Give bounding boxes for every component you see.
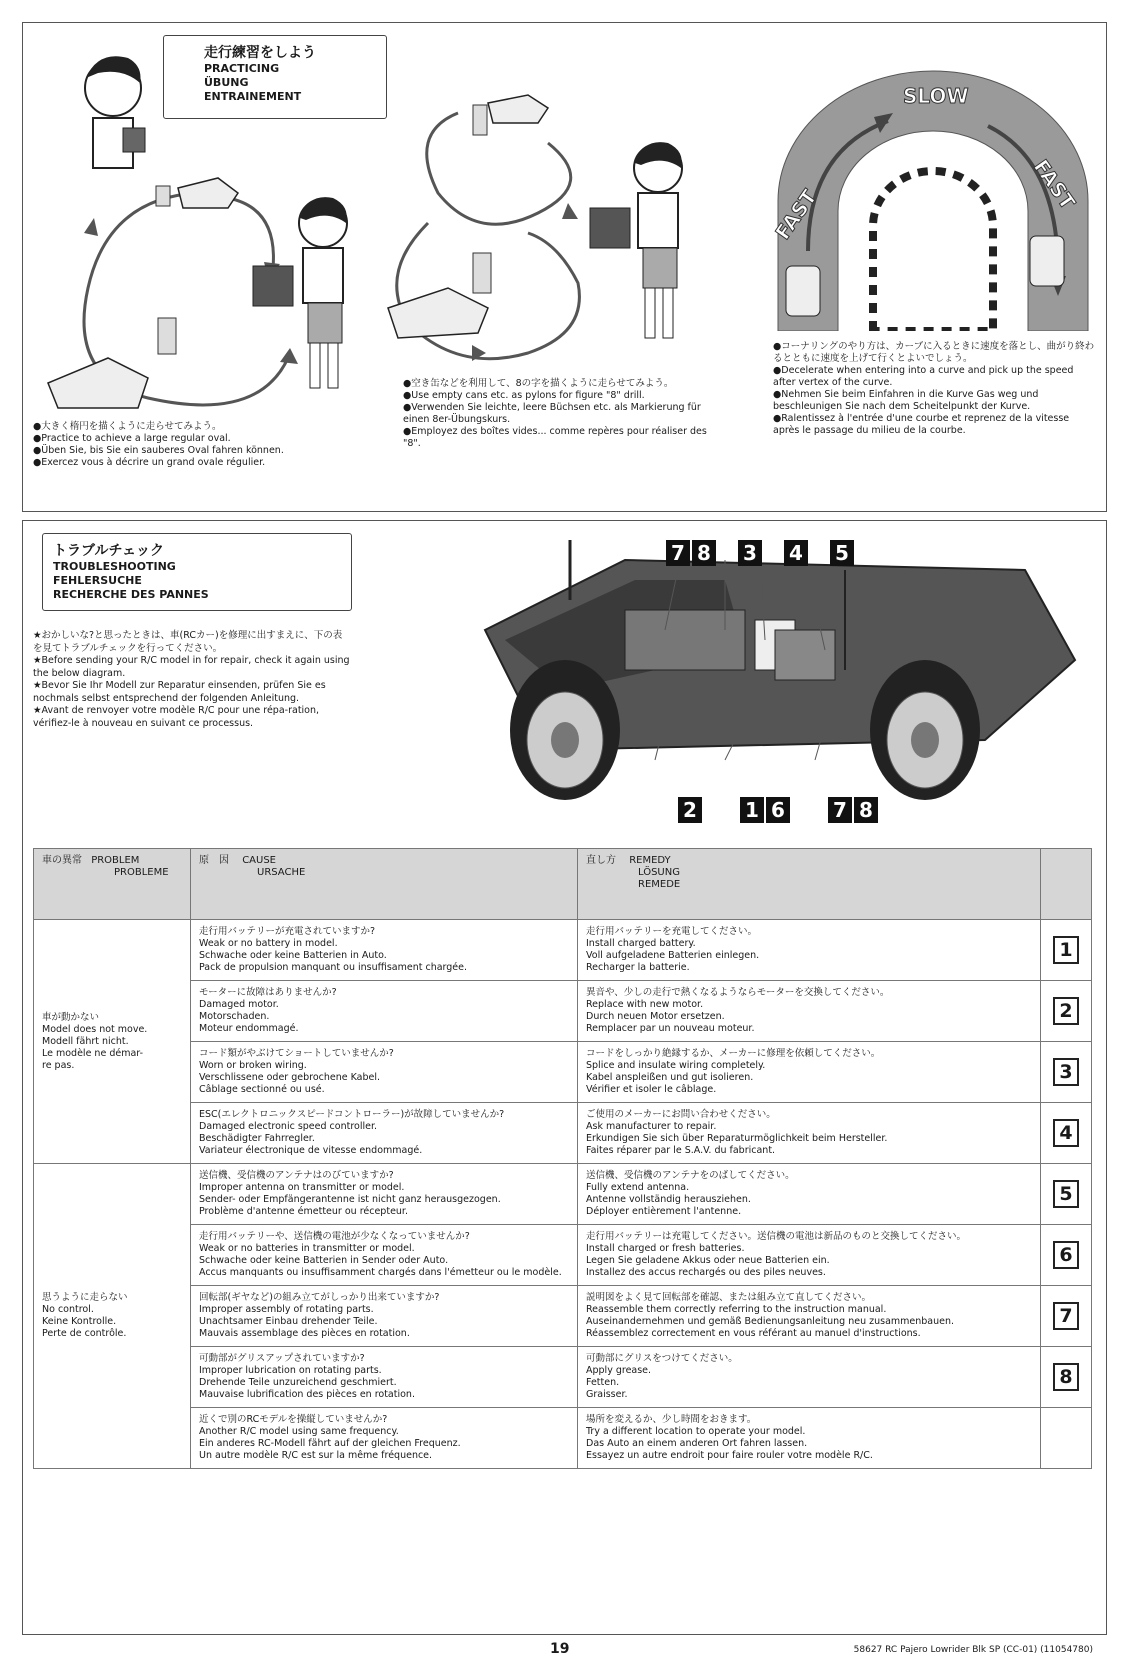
- problem-cell: [34, 1164, 191, 1469]
- number-header: [1041, 849, 1092, 920]
- remedy-line: 可動部にグリスをつけてください。: [586, 1353, 738, 1364]
- problem-header: [34, 849, 191, 920]
- step-number-badge: 3: [1053, 1058, 1079, 1086]
- remedy-line: Déployer entièrement l'antenne.: [586, 1206, 742, 1217]
- cause-cell: [191, 1225, 578, 1286]
- remedy-line: Apply grease.: [586, 1365, 652, 1376]
- problem-line: re pas.: [42, 1059, 75, 1071]
- remedy-line: Replace with new motor.: [586, 999, 704, 1010]
- cause-header-jp: 原 因: [199, 855, 229, 866]
- cause-cell: [191, 981, 578, 1042]
- cause-line: Damaged motor.: [199, 999, 279, 1010]
- number-cell: [1041, 1225, 1092, 1286]
- cause-line: Sender- oder Empfängerantenne ist nicht ganz herausgezogen.: [199, 1194, 501, 1205]
- callout-2: 2: [678, 797, 702, 823]
- remedy-line: Try a different location to operate your model.: [586, 1426, 806, 1437]
- figure8-caption-fr: ●Employez des boîtes vides... comme repères pour réaliser des "8".: [403, 426, 707, 449]
- step-number-badge: 1: [1053, 936, 1079, 964]
- cause-line: Weak or no batteries in transmitter or model.: [199, 1243, 415, 1254]
- number-cell: [1041, 1103, 1092, 1164]
- cause-line: 走行用バッテリーや、送信機の電池が少なくなっていませんか?: [199, 1231, 470, 1242]
- practicing-panel: [22, 22, 1107, 512]
- table-row: [34, 981, 1092, 1042]
- step-number-badge: 5: [1053, 1180, 1079, 1208]
- cause-header: [191, 849, 578, 920]
- remedy-header-de: LÖSUNG: [638, 867, 680, 878]
- problem-line: Model does not move.: [42, 1023, 148, 1035]
- cause-line: Pack de propulsion manquant ou insuffisament chargée.: [199, 962, 468, 973]
- practicing-title-jp: 走行練習をしよう: [204, 45, 316, 61]
- model-info: 58627 RC Pajero Lowrider Blk SP (CC-01) (11054780): [853, 1645, 1093, 1655]
- remedy-cell: [578, 1103, 1041, 1164]
- remedy-cell: [578, 1347, 1041, 1408]
- cause-line: Mauvais assemblage des pièces en rotation.: [199, 1328, 410, 1339]
- remedy-line: Auseinandernehmen und gemäß Bedienungsanleitung neu zusammenbauen.: [586, 1316, 955, 1327]
- practicing-title-fr: ENTRAINEMENT: [204, 90, 302, 103]
- figure8-caption-de: ●Verwenden Sie leichte, leere Büchsen etc. als Markierung für einen 8er-Übungskurs.: [403, 402, 701, 425]
- remedy-line: Fetten.: [586, 1377, 620, 1388]
- callout-6: 6: [766, 797, 790, 823]
- remedy-cell: [578, 1408, 1041, 1469]
- step-number-badge: 7: [1053, 1302, 1079, 1330]
- figure8-drill-illustration: [368, 83, 718, 383]
- remedy-cell: [578, 1286, 1041, 1347]
- problem-line: Keine Kontrolle.: [42, 1316, 117, 1327]
- problem-line: Perte de contrôle.: [42, 1328, 127, 1339]
- oval-caption-de: ●Üben Sie, bis Sie ein sauberes Oval fahren können.: [33, 445, 284, 456]
- step-number-badge: 6: [1053, 1241, 1079, 1269]
- cause-line: Câblage sectionné ou usé.: [199, 1084, 325, 1095]
- callouts-bottom: [678, 797, 880, 823]
- corner-caption: [773, 341, 1098, 437]
- cause-line: Beschädigter Fahrregler.: [199, 1133, 315, 1144]
- callout-3: 3: [738, 540, 762, 566]
- troubleshooting-title-de: FEHLERSUCHE: [53, 574, 142, 587]
- table-row: [34, 1225, 1092, 1286]
- callout-8-top: 8: [692, 540, 716, 566]
- corner-caption-jp: ●コーナリングのやり方は、カーブに入るときに速度を落とし、曲がり終わるとともに速度を上げて行くとよいでしょう。: [773, 341, 1095, 364]
- remedy-header-fr: REMEDE: [638, 879, 681, 890]
- troubleshooting-title-jp: トラブルチェック: [53, 543, 165, 559]
- problem-cell: [34, 920, 191, 1164]
- cause-line: Damaged electronic speed controller.: [199, 1121, 378, 1132]
- intro-en: ★Before sending your R/C model in for repair, check it again using the below diagram.: [33, 655, 350, 679]
- cause-line: Mauvaise lubrification des pièces en rotation.: [199, 1389, 415, 1400]
- remedy-line: Recharger la batterie.: [586, 962, 690, 973]
- remedy-header: [578, 849, 1041, 920]
- remedy-line: Erkundigen Sie sich über Reparaturmöglichkeit beim Hersteller.: [586, 1133, 888, 1144]
- problem-line: Modell fährt nicht.: [42, 1035, 129, 1047]
- slow-label: SLOW: [903, 84, 969, 108]
- cause-line: Worn or broken wiring.: [199, 1060, 307, 1071]
- cause-line: Improper assembly of rotating parts.: [199, 1304, 374, 1315]
- cause-header-en: CAUSE: [242, 855, 276, 866]
- oval-caption-jp: ●大きく楕円を描くように走らせてみよう。: [33, 421, 222, 432]
- problem-line: No control.: [42, 1304, 94, 1315]
- cause-line: Another R/C model using same frequency.: [199, 1426, 399, 1437]
- intro-fr: ★Avant de renvoyer votre modèle R/C pour une répa-ration, vérifiez-le à nouveau en suivant ce processus.: [33, 705, 320, 729]
- cause-line: Unachtsamer Einbau drehender Teile.: [199, 1316, 378, 1327]
- cause-line: ESC(エレクトロニックスピードコントローラー)が故障していませんか?: [199, 1109, 505, 1120]
- number-cell: [1041, 981, 1092, 1042]
- cause-line: 走行用バッテリーが充電されていますか?: [199, 926, 376, 937]
- remedy-line: 走行用バッテリーは充電してください。送信機の電池は新品のものと交換してください。: [586, 1231, 967, 1242]
- fast-left-label: FAST: [770, 185, 822, 244]
- number-cell: [1041, 1408, 1092, 1469]
- troubleshooting-header: [42, 533, 352, 611]
- intro-de: ★Bevor Sie Ihr Modell zur Reparatur einsenden, prüfen Sie es nochmals selbst entsprechend der folgenden Anleitung.: [33, 680, 326, 704]
- cause-cell: [191, 1286, 578, 1347]
- cause-line: Improper antenna on transmitter or model.: [199, 1182, 405, 1193]
- oval-caption-fr: ●Exercez vous à décrire un grand ovale régulier.: [33, 457, 266, 468]
- remedy-line: Vérifier et isoler le câblage.: [586, 1084, 717, 1095]
- troubleshooting-table: [33, 848, 1092, 1469]
- page-number: 19: [550, 1641, 570, 1657]
- corner-caption-fr: ●Ralentissez à l'entrée d'une courbe et reprenez de la vitesse après le passage du milieu de la courbe.: [773, 413, 1070, 436]
- cause-cell: [191, 1347, 578, 1408]
- cause-header-de: URSACHE: [257, 867, 306, 878]
- number-cell: [1041, 1286, 1092, 1347]
- remedy-line: 場所を変えるか、少し時間をおきます。: [586, 1414, 757, 1425]
- troubleshooting-title-fr: RECHERCHE DES PANNES: [53, 588, 209, 601]
- figure8-caption: [403, 378, 713, 450]
- step-number-badge: 4: [1053, 1119, 1079, 1147]
- cause-line: Schwache oder keine Batterien in Auto.: [199, 950, 387, 961]
- cornering-track-illustration: [768, 51, 1098, 331]
- remedy-line: Installez des accus rechargés ou des piles neuves.: [586, 1267, 826, 1278]
- number-cell: [1041, 1347, 1092, 1408]
- remedy-cell: [578, 1042, 1041, 1103]
- table-row: [34, 920, 1092, 981]
- number-cell: [1041, 920, 1092, 981]
- practicing-title-en: PRACTICING: [204, 62, 280, 75]
- remedy-line: Graisser.: [586, 1389, 628, 1400]
- cause-line: Weak or no battery in model.: [199, 938, 338, 949]
- cause-line: コード類がやぶけてショートしていませんか?: [199, 1048, 394, 1059]
- cause-line: 近くで別のRCモデルを操縦していませんか?: [199, 1414, 388, 1425]
- remedy-line: Install charged or fresh batteries.: [586, 1243, 745, 1254]
- cause-line: Un autre modèle R/C est sur la même fréquence.: [199, 1450, 433, 1461]
- callouts-top: [666, 540, 856, 566]
- step-number-badge: 8: [1053, 1363, 1079, 1391]
- callout-7-top: 7: [666, 540, 690, 566]
- oval-drill-illustration: [28, 28, 368, 448]
- cause-cell: [191, 1408, 578, 1469]
- corner-caption-de: ●Nehmen Sie beim Einfahren in die Kurve Gas weg und beschleunigen Sie nach dem Scheitelpunkt der Kurve.: [773, 389, 1039, 412]
- remedy-line: 走行用バッテリーを充電してください。: [586, 926, 758, 937]
- oval-caption: [33, 421, 333, 469]
- cause-line: モーターに故障はありませんか?: [199, 987, 337, 998]
- cause-line: 送信機、受信機のアンテナはのびていますか?: [199, 1170, 394, 1181]
- remedy-line: Antenne vollständig herausziehen.: [586, 1194, 751, 1205]
- figure8-caption-en: ●Use empty cans etc. as pylons for figure "8" drill.: [403, 390, 645, 401]
- practicing-title-de: ÜBUNG: [204, 76, 249, 89]
- table-row: [34, 1042, 1092, 1103]
- remedy-line: Das Auto an einem anderen Ort fahren lassen.: [586, 1438, 808, 1449]
- table-header-row: [34, 849, 1092, 920]
- remedy-line: Remplacer par un nouveau moteur.: [586, 1023, 755, 1034]
- remedy-line: Legen Sie geladene Akkus oder neue Batterien ein.: [586, 1255, 830, 1266]
- cause-line: Variateur électronique de vitesse endommagé.: [199, 1145, 423, 1156]
- problem-header-fr: PROBLEME: [114, 867, 169, 878]
- problem-header-en: PROBLEM: [91, 855, 140, 866]
- number-cell: [1041, 1164, 1092, 1225]
- callout-8-bottom: 8: [854, 797, 878, 823]
- callout-7-bottom: 7: [828, 797, 852, 823]
- cause-cell: [191, 1164, 578, 1225]
- problem-line: Le modèle ne démar-: [42, 1047, 143, 1059]
- remedy-line: 送信機、受信機のアンテナをのばしてください。: [586, 1170, 795, 1181]
- cause-line: Ein anderes RC-Modell fährt auf der gleichen Frequenz.: [199, 1438, 461, 1449]
- remedy-line: Réassemblez correctement en vous référant au manuel d'instructions.: [586, 1328, 921, 1339]
- cause-line: Problème d'antenne émetteur ou récepteur.: [199, 1206, 408, 1217]
- step-number-badge: 2: [1053, 997, 1079, 1025]
- cause-line: Improper lubrication on rotating parts.: [199, 1365, 382, 1376]
- figure8-caption-jp: ●空き缶などを利用して、8の字を描くように走らせてみよう。: [403, 378, 674, 389]
- remedy-cell: [578, 1164, 1041, 1225]
- corner-caption-en: ●Decelerate when entering into a curve and pick up the speed after vertex of the curve.: [773, 365, 1074, 388]
- cause-line: Verschlissene oder gebrochene Kabel.: [199, 1072, 381, 1083]
- remedy-line: Ask manufacturer to repair.: [586, 1121, 717, 1132]
- problem-line: 思うように走らない: [42, 1292, 128, 1303]
- number-cell: [1041, 1042, 1092, 1103]
- remedy-line: 説明図をよく見て回転部を確認、または組み立て直してください。: [586, 1292, 872, 1303]
- troubleshooting-intro: [33, 630, 351, 730]
- remedy-line: Fully extend antenna.: [586, 1182, 690, 1193]
- remedy-line: コードをしっかり絶縁するか、メーカーに修理を依頼してください。: [586, 1048, 881, 1059]
- cause-line: Motorschaden.: [199, 1011, 270, 1022]
- remedy-header-en: REMEDY: [629, 855, 671, 866]
- remedy-line: ご使用のメーカーにお問い合わせください。: [586, 1109, 776, 1120]
- remedy-line: Splice and insulate wiring completely.: [586, 1060, 766, 1071]
- table-row: [34, 1408, 1092, 1469]
- chassis-illustration: [425, 530, 1085, 840]
- callout-4: 4: [784, 540, 808, 566]
- cause-line: Schwache oder keine Batterien in Sender oder Auto.: [199, 1255, 449, 1266]
- remedy-cell: [578, 981, 1041, 1042]
- remedy-header-jp: 直し方: [586, 855, 616, 866]
- cause-line: 回転部(ギヤなど)の組み立てがしっかり出来ていますか?: [199, 1292, 440, 1303]
- remedy-line: Reassemble them correctly referring to the instruction manual.: [586, 1304, 887, 1315]
- cause-cell: [191, 1042, 578, 1103]
- table-row: [34, 1164, 1092, 1225]
- troubleshooting-title-en: TROUBLESHOOTING: [53, 560, 176, 573]
- remedy-cell: [578, 920, 1041, 981]
- table-row: [34, 1347, 1092, 1408]
- problem-line: 車が動かない: [42, 1011, 100, 1023]
- cause-line: 可動部がグリスアップされていますか?: [199, 1353, 365, 1364]
- callout-1: 1: [740, 797, 764, 823]
- callout-5: 5: [830, 540, 854, 566]
- oval-caption-en: ●Practice to achieve a large regular oval.: [33, 433, 231, 444]
- remedy-line: Durch neuen Motor ersetzen.: [586, 1011, 725, 1022]
- table-row: [34, 1286, 1092, 1347]
- fast-right-label: FAST: [1028, 155, 1081, 214]
- problem-header-jp: 車の異常: [42, 855, 82, 866]
- remedy-line: Voll aufgeladene Batterien einlegen.: [586, 950, 760, 961]
- remedy-cell: [578, 1225, 1041, 1286]
- remedy-line: Faites réparer par le S.A.V. du fabricant.: [586, 1145, 776, 1156]
- intro-jp: ★おかしいな?と思ったときは、車(RCカー)を修理に出すまえに、下の表を見てトラブルチェックを行ってください。: [33, 630, 343, 654]
- cause-line: Moteur endommagé.: [199, 1023, 299, 1034]
- remedy-line: Install charged battery.: [586, 938, 696, 949]
- cause-line: Drehende Teile unzureichend geschmiert.: [199, 1377, 397, 1388]
- cause-cell: [191, 920, 578, 981]
- remedy-line: 異音や、少しの走行で熱くなるようならモーターを交換してください。: [586, 987, 890, 998]
- table-row: [34, 1103, 1092, 1164]
- remedy-line: Essayez un autre endroit pour faire rouler votre modèle R/C.: [586, 1450, 873, 1461]
- remedy-line: Kabel anspleißen und gut isolieren.: [586, 1072, 754, 1083]
- cause-line: Accus manquants ou insuffisamment chargés dans l'émetteur ou le modèle.: [199, 1267, 562, 1278]
- cause-cell: [191, 1103, 578, 1164]
